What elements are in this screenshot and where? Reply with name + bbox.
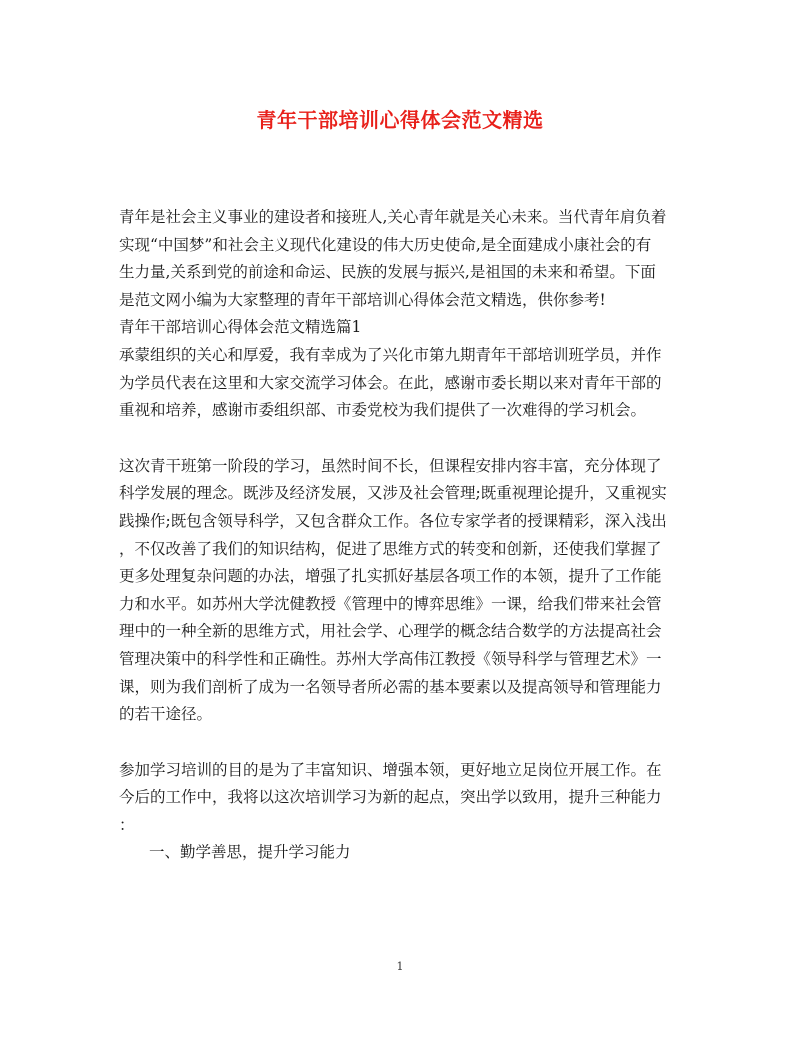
text-line: 是范文网小编为大家整理的青年干部培训心得体会范文精选，供你参考! bbox=[119, 290, 606, 309]
text-line: 参加学习培训的目的是为了丰富知识、增强本领，更好地立足岗位开展工作。在 bbox=[119, 760, 662, 779]
paragraph-gap bbox=[119, 729, 685, 757]
paragraph-3 bbox=[119, 757, 685, 840]
text-line: 今后的工作中，我将以这次培训学习为新的起点，突出学以致用，提升三种能力 bbox=[119, 788, 662, 807]
intro-paragraph bbox=[119, 204, 685, 314]
text-line: ： bbox=[119, 815, 135, 834]
text-line: 这次青干班第一阶段的学习，虽然时间不长，但课程安排内容丰富，充分体现了 bbox=[119, 456, 662, 475]
document-title: 青年干部培训心得体会范文精选 bbox=[256, 108, 544, 132]
text-line: 管理决策中的科学性和正确性。苏州大学高伟江教授《领导科学与管理艺术》一 bbox=[119, 649, 662, 668]
page-number: 1 bbox=[396, 960, 404, 973]
text-line: 为学员代表在这里和大家交流学习体会。在此，感谢市委长期以来对青年干部的 bbox=[119, 373, 662, 392]
text-line: 更多处理复杂问题的办法，增强了扎实抓好基层各项工作的本领，提升了工作能 bbox=[119, 567, 662, 586]
text-line: 实现“中国梦”和社会主义现代化建设的伟大历史使命,是全面建成小康社会的有 bbox=[119, 235, 652, 254]
text-line: 的若干途径。 bbox=[119, 705, 213, 724]
text-line: 理中的一种全新的思维方式，用社会学、心理学的概念结合数学的方法提高社会 bbox=[119, 622, 662, 641]
text-line: 重视和培养，感谢市委组织部、市委党校为我们提供了一次难得的学习机会。 bbox=[119, 401, 647, 420]
text-line: ，不仅改善了我们的知识结构，促进了思维方式的转变和创新，还使我们掌握了 bbox=[119, 539, 662, 558]
paragraph-gap bbox=[119, 425, 685, 453]
paragraph-1 bbox=[119, 342, 685, 425]
list-item: 一、勤学善思，提升学习能力 bbox=[149, 843, 351, 862]
text-line: 青年是社会主义事业的建设者和接班人,关心青年就是关心未来。当代青年肩负着 bbox=[119, 208, 667, 226]
document-body bbox=[119, 204, 685, 867]
text-line: 课，则为我们剖析了成为一名领导者所必需的基本要素以及提高领导和管理能力 bbox=[119, 677, 662, 696]
text-line: 生力量,关系到党的前途和命运、民族的发展与振兴,是祖国的未来和希望。下面 bbox=[119, 263, 656, 282]
paragraph-2 bbox=[119, 453, 685, 729]
text-line: 科学发展的理念。既涉及经济发展，又涉及社会管理;既重视理论提升，又重视实 bbox=[119, 484, 667, 503]
text-line: 力和水平。如苏州大学沈健教授《管理中的博弈思维》一课，给我们带来社会管 bbox=[119, 594, 662, 613]
text-line: 践操作;既包含领导科学，又包含群众工作。各位专家学者的授课精彩，深入浅出 bbox=[119, 511, 667, 530]
text-line: 承蒙组织的关心和厚爱，我有幸成为了兴化市第九期青年干部培训班学员，并作 bbox=[119, 345, 662, 364]
section-heading: 青年干部培训心得体会范文精选篇1 bbox=[119, 318, 362, 337]
